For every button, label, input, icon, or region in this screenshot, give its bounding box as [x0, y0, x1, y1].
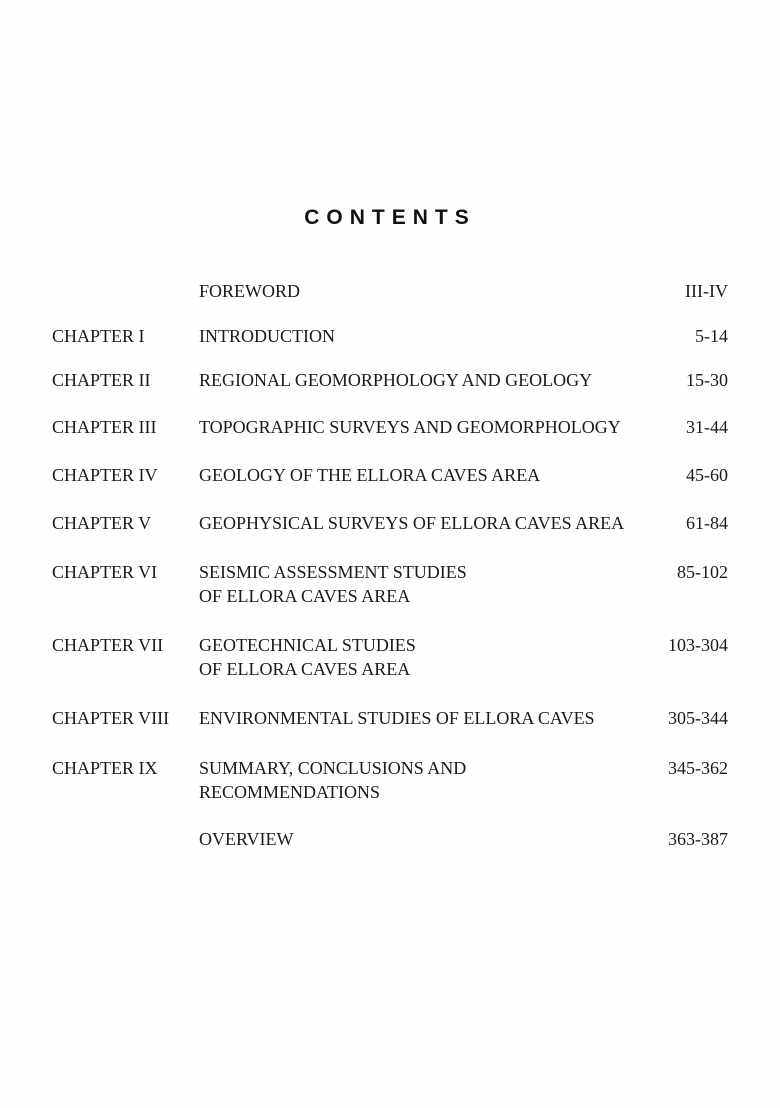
entry-title-line: SUMMARY, CONCLUSIONS AND	[199, 758, 467, 778]
entry-title-line: REGIONAL GEOMORPHOLOGY AND GEOLOGY	[199, 370, 593, 390]
entry-title	[199, 560, 467, 608]
entry-title	[199, 756, 466, 804]
entry-title-line: OVERVIEW	[199, 829, 294, 849]
entry-title	[199, 415, 621, 439]
entry-title	[199, 511, 624, 535]
entry-title	[199, 463, 540, 487]
chapter-label: CHAPTER III	[52, 417, 157, 437]
chapter-label: CHAPTER I	[52, 326, 145, 346]
chapter-label: CHAPTER VII	[52, 635, 164, 655]
entry-title-line: TOPOGRAPHIC SURVEYS AND GEOMORPHOLOGY	[199, 417, 621, 437]
entry-title	[199, 279, 300, 303]
page-range: 61-84	[686, 513, 728, 533]
page-range: 305-344	[668, 708, 728, 728]
page-range: 345-362	[668, 758, 728, 778]
page-range: 5-14	[695, 326, 728, 346]
page-range: 31-44	[686, 417, 728, 437]
page-range: 103-304	[668, 635, 728, 655]
entry-title-line: GEOTECHNICAL STUDIES	[199, 635, 416, 655]
entry-title	[199, 827, 294, 851]
page-range: 85-102	[677, 562, 728, 582]
entry-title-line: INTRODUCTION	[199, 326, 335, 346]
entry-title	[199, 633, 416, 681]
chapter-label: CHAPTER VI	[52, 562, 158, 582]
chapter-label: CHAPTER IX	[52, 758, 158, 778]
chapter-label: CHAPTER IV	[52, 465, 158, 485]
entry-title	[199, 324, 335, 348]
page-range: III-IV	[685, 281, 728, 301]
page-range: 45-60	[686, 465, 728, 485]
page-range: 15-30	[686, 370, 728, 390]
chapter-label: CHAPTER VIII	[52, 708, 170, 728]
entry-title-line: GEOPHYSICAL SURVEYS OF ELLORA CAVES AREA	[199, 513, 625, 533]
entry-title-line: OF ELLORA CAVES AREA	[199, 586, 411, 606]
entry-title-line: FOREWORD	[199, 281, 301, 301]
entry-title	[199, 706, 595, 730]
entry-title	[199, 368, 592, 392]
page-range: 363-387	[668, 829, 728, 849]
entry-title-line: OF ELLORA CAVES AREA	[199, 659, 411, 679]
chapter-label: CHAPTER II	[52, 370, 151, 390]
entry-title-line: RECOMMENDATIONS	[199, 782, 381, 802]
chapter-label: CHAPTER V	[52, 513, 152, 533]
entry-title-line: ENVIRONMENTAL STUDIES OF ELLORA CAVES	[199, 708, 595, 728]
page-title: CONTENTS	[304, 206, 476, 229]
entry-title-line: GEOLOGY OF THE ELLORA CAVES AREA	[199, 465, 541, 485]
entry-title-line: SEISMIC ASSESSMENT STUDIES	[199, 562, 467, 582]
